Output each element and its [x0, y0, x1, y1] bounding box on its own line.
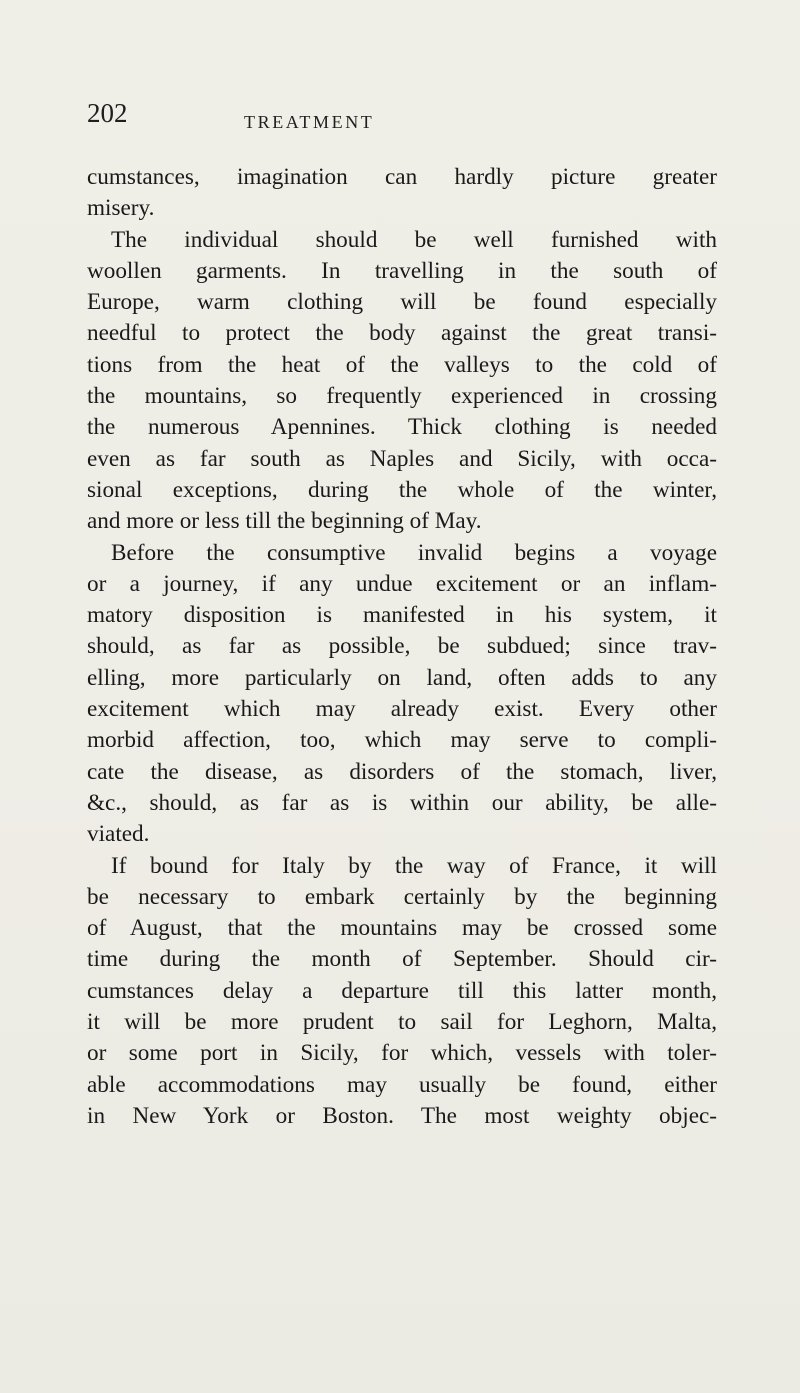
- text-line: cate the disease, as disorders of the stomach, liver,: [87, 758, 717, 785]
- text-line: the numerous Apennines. Thick clothing is needed: [87, 414, 717, 441]
- text-line: even as far south as Naples and Sicily, with occa-: [87, 445, 717, 472]
- text-line: The individual should be well furnished with: [111, 226, 717, 253]
- text-line: or a journey, if any undue excitement or an inflam-: [87, 570, 717, 597]
- text-line: or some port in Sicily, for which, vessels with toler-: [87, 1040, 717, 1067]
- text-line: it will be more prudent to sail for Leghorn, Malta,: [87, 1009, 717, 1036]
- text-line: matory disposition is manifested in his system, it: [87, 602, 717, 629]
- body-text: [87, 162, 717, 1132]
- page-number: 202: [87, 98, 128, 128]
- text-line: sional exceptions, during the whole of the winter,: [87, 476, 717, 503]
- text-line: cumstances, imagination can hardly picture greater: [87, 164, 717, 190]
- text-line: time during the month of September. Should cir-: [87, 946, 717, 973]
- text-line: needful to protect the body against the great transi-: [87, 320, 717, 347]
- text-line: Before the consumptive invalid begins a voyage: [111, 539, 717, 566]
- text-line: elling, more particularly on land, often adds to any: [87, 664, 717, 691]
- running-head: TREATMENT: [244, 112, 375, 132]
- text-line: morbid affection, too, which may serve to compli-: [87, 727, 717, 754]
- text-line: the mountains, so frequently experienced in crossing: [87, 383, 717, 410]
- text-line: Europe, warm clothing will be found especially: [87, 289, 717, 316]
- text-line: of August, that the mountains may be crossed some: [87, 915, 717, 942]
- text-line: cumstances delay a departure till this latter month,: [87, 977, 717, 1004]
- text-line: viated.: [87, 821, 150, 848]
- text-line: misery.: [87, 195, 155, 222]
- text-line: should, as far as possible, be subdued; since trav-: [87, 633, 717, 660]
- text-line: tions from the heat of the valleys to the cold of: [87, 351, 717, 378]
- text-line: able accommodations may usually be found, either: [87, 1071, 717, 1098]
- text-line: excitement which may already exist. Every other: [87, 696, 717, 723]
- text-line: and more or less till the beginning of May.: [87, 508, 482, 535]
- text-line: be necessary to embark certainly by the beginning: [87, 883, 717, 910]
- text-line: If bound for Italy by the way of France, it will: [111, 852, 717, 879]
- text-line: in New York or Boston. The most weighty objec-: [87, 1102, 717, 1129]
- text-line: woollen garments. In travelling in the south of: [87, 257, 717, 284]
- page-header: [76, 100, 716, 140]
- text-line: &c., should, as far as is within our ability, be alle-: [87, 789, 717, 816]
